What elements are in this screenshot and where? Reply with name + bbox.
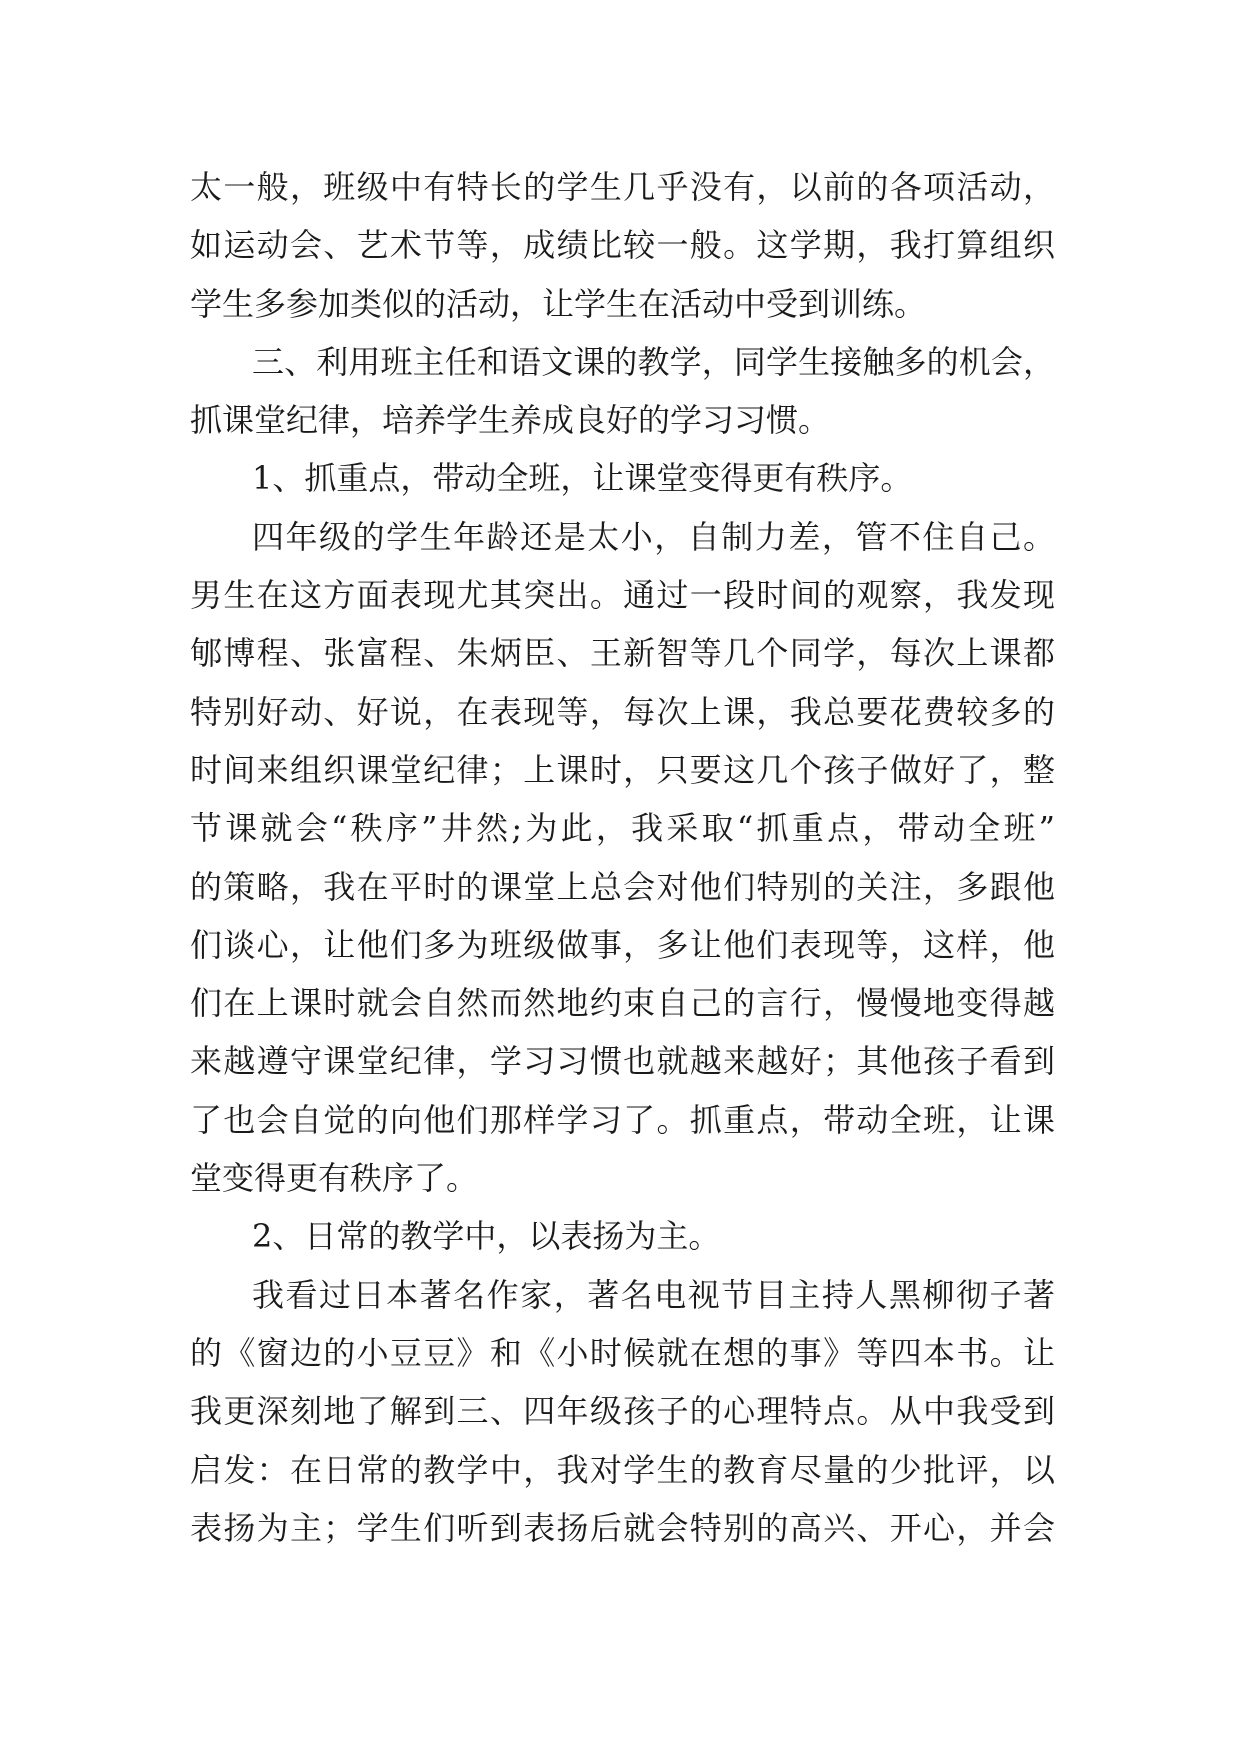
text-line: 启发：在日常的教学中，我对学生的教育尽量的少批评，以 (190, 1450, 1055, 1489)
text-line: 1、抓重点，带动全班，让课堂变得更有秩序。 (252, 459, 913, 498)
text-line: 特别好动、好说，在表现等，每次上课，我总要花费较多的 (190, 692, 1055, 731)
text-line: 男生在这方面表现尤其突出。通过一段时间的观察，我发现 (190, 576, 1055, 615)
text-line: 我看过日本著名作家，著名电视节目主持人黑柳彻子著 (252, 1275, 1055, 1314)
text-line: 的《窗边的小豆豆》和《小时候就在想的事》等四本书。让 (190, 1333, 1055, 1372)
text-line: 我更深刻地了解到三、四年级孩子的心理特点。从中我受到 (190, 1392, 1055, 1431)
document-body (190, 158, 1055, 1557)
text-line: 四年级的学生年龄还是太小，自制力差，管不住自己。 (252, 517, 1055, 556)
text-line: 2、日常的教学中，以表扬为主。 (252, 1217, 721, 1256)
text-line: 来越遵守课堂纪律，学习习惯也就越来越好；其他孩子看到 (190, 1042, 1055, 1081)
text-line: 学生多参加类似的活动，让学生在活动中受到训练。 (190, 284, 927, 323)
text-line: 抓课堂纪律，培养学生养成良好的学习习惯。 (190, 401, 831, 440)
text-line: 表扬为主；学生们听到表扬后就会特别的高兴、开心，并会 (190, 1508, 1055, 1547)
text-line: 节课就会“秩序”井然;为此，我采取“抓重点，带动全班” (190, 809, 1055, 848)
text-line: 们在上课时就会自然而然地约束自己的言行，慢慢地变得越 (190, 984, 1055, 1023)
text-line: 的策略，我在平时的课堂上总会对他们特别的关注，多跟他 (190, 867, 1055, 906)
text-line: 了也会自觉的向他们那样学习了。抓重点，带动全班，让课 (190, 1100, 1055, 1139)
text-line: 时间来组织课堂纪律；上课时，只要这几个孩子做好了，整 (190, 750, 1055, 789)
text-line: 们谈心，让他们多为班级做事，多让他们表现等，这样，他 (190, 925, 1055, 964)
text-line: 三、利用班主任和语文课的教学，同学生接触多的机会， (252, 342, 1055, 381)
text-line: 堂变得更有秩序了。 (190, 1159, 479, 1198)
text-line: 太一般，班级中有特长的学生几乎没有，以前的各项活动， (190, 168, 1055, 206)
text-line: 如运动会、艺术节等，成绩比较一般。这学期，我打算组织 (190, 226, 1055, 265)
text-line: 郇博程、张富程、朱炳臣、王新智等几个同学，每次上课都 (190, 634, 1055, 673)
